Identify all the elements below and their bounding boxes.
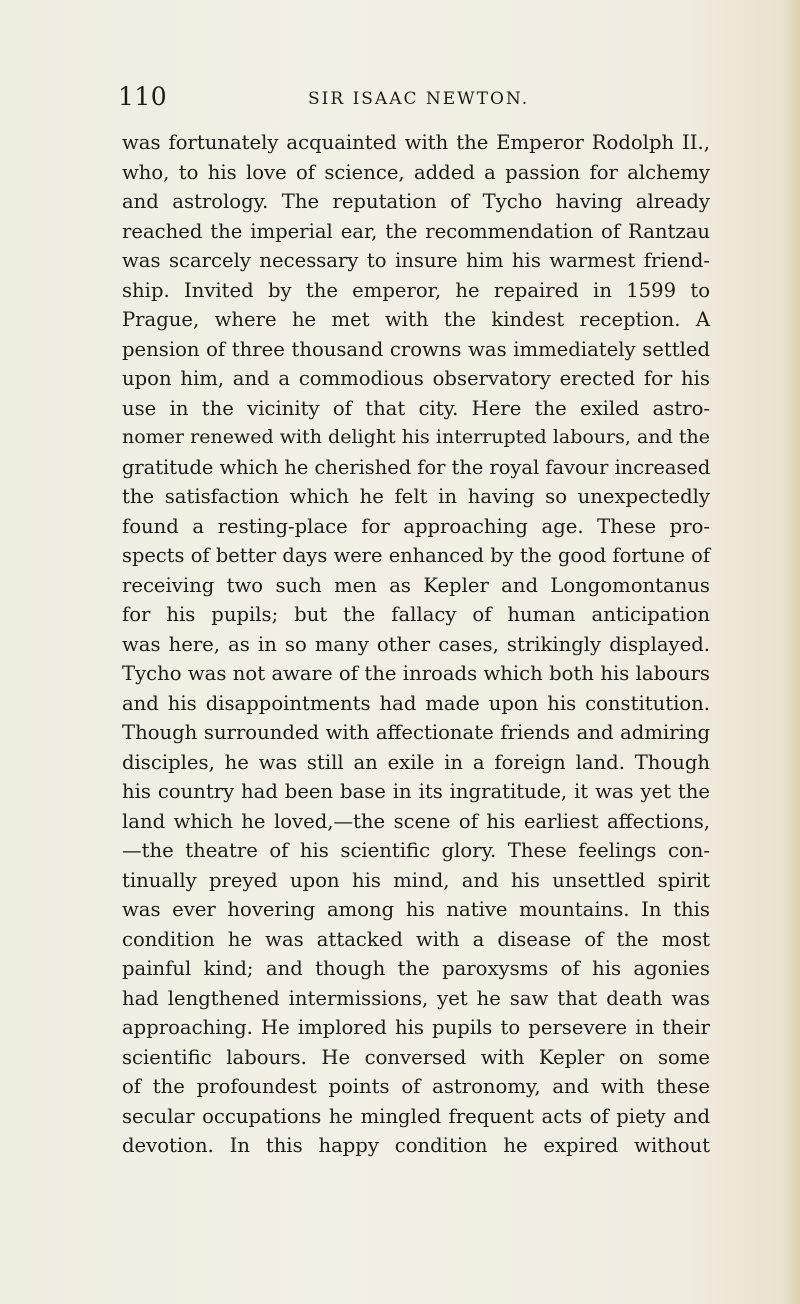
- text-line: receiving two such men as Kepler and Longomontanus: [122, 573, 710, 597]
- text-line: pension of three thousand crowns was immediately settled: [122, 337, 710, 361]
- text-line: had lengthened intermissions, yet he saw that death was: [122, 986, 710, 1010]
- text-line: painful kind; and though the paroxysms of his agonies: [122, 957, 710, 980]
- text-line: nomer renewed with delight his interrupted labours, and the: [122, 426, 710, 448]
- text-line: approaching. He implored his pupils to persevere in their: [122, 1016, 710, 1039]
- text-line: gratitude which he cherished for the royal favour increased: [122, 455, 711, 479]
- text-line: was here, as in so many other cases, strikingly displayed.: [122, 632, 710, 656]
- text-line: the satisfaction which he felt in having so unexpectedly: [122, 485, 710, 508]
- text-line: and his disappointments had made upon his constitution.: [122, 691, 710, 715]
- text-line: upon him, and a commodious observatory erected for his: [122, 367, 710, 390]
- text-line: and astrology. The reputation of Tycho having already: [122, 190, 710, 213]
- text-line: spects of better days were enhanced by the good fortune of: [122, 544, 710, 567]
- text-line: —the theatre of his scientific glory. These feelings con-: [122, 839, 710, 862]
- text-line: ship. Invited by the emperor, he repaired in 1599 to: [122, 278, 710, 302]
- text-line: was fortunately acquainted with the Emperor Rodolph II.,: [122, 131, 710, 154]
- text-line: condition he was attacked with a disease of the most: [122, 927, 710, 951]
- text-line: of the profoundest points of astronomy, and with these: [122, 1075, 710, 1098]
- text-line: use in the vicinity of that city. Here the exiled astro-: [122, 396, 710, 420]
- text-line: was scarcely necessary to insure him his warmest friend-: [122, 249, 710, 272]
- text-line: reached the imperial ear, the recommendation of Rantzau: [122, 219, 710, 243]
- text-line: devotion. In this happy condition he expired without: [122, 1134, 710, 1157]
- body-text: [122, 128, 710, 1161]
- text-line: Though surrounded with affectionate friends and admiring: [122, 721, 710, 744]
- text-line: scientific labours. He conversed with Kepler on some: [122, 1045, 710, 1069]
- text-line: Tycho was not aware of the inroads which both his labours: [122, 662, 710, 685]
- running-head: SIR ISAAC NEWTON.: [308, 89, 530, 109]
- text-line: Prague, where he met with the kindest reception. A: [122, 308, 710, 331]
- text-line: was ever hovering among his native mountains. In this: [122, 898, 710, 921]
- text-line: found a resting-place for approaching age. These pro-: [122, 514, 710, 538]
- text-line: tinually preyed upon his mind, and his unsettled spirit: [122, 868, 710, 892]
- text-line: his country had been base in its ingratitude, it was yet the: [122, 780, 710, 803]
- page-header: [0, 82, 800, 116]
- text-line: disciples, he was still an exile in a foreign land. Though: [122, 750, 710, 774]
- text-line: for his pupils; but the fallacy of human anticipation: [122, 603, 710, 626]
- page-edge-shading: [786, 0, 800, 1304]
- text-line: land which he loved,—the scene of his earliest affections,: [122, 809, 710, 833]
- page-number: 110: [118, 82, 168, 111]
- text-line: who, to his love of science, added a passion for alchemy: [122, 160, 710, 184]
- text-line: secular occupations he mingled frequent acts of piety and: [122, 1104, 710, 1128]
